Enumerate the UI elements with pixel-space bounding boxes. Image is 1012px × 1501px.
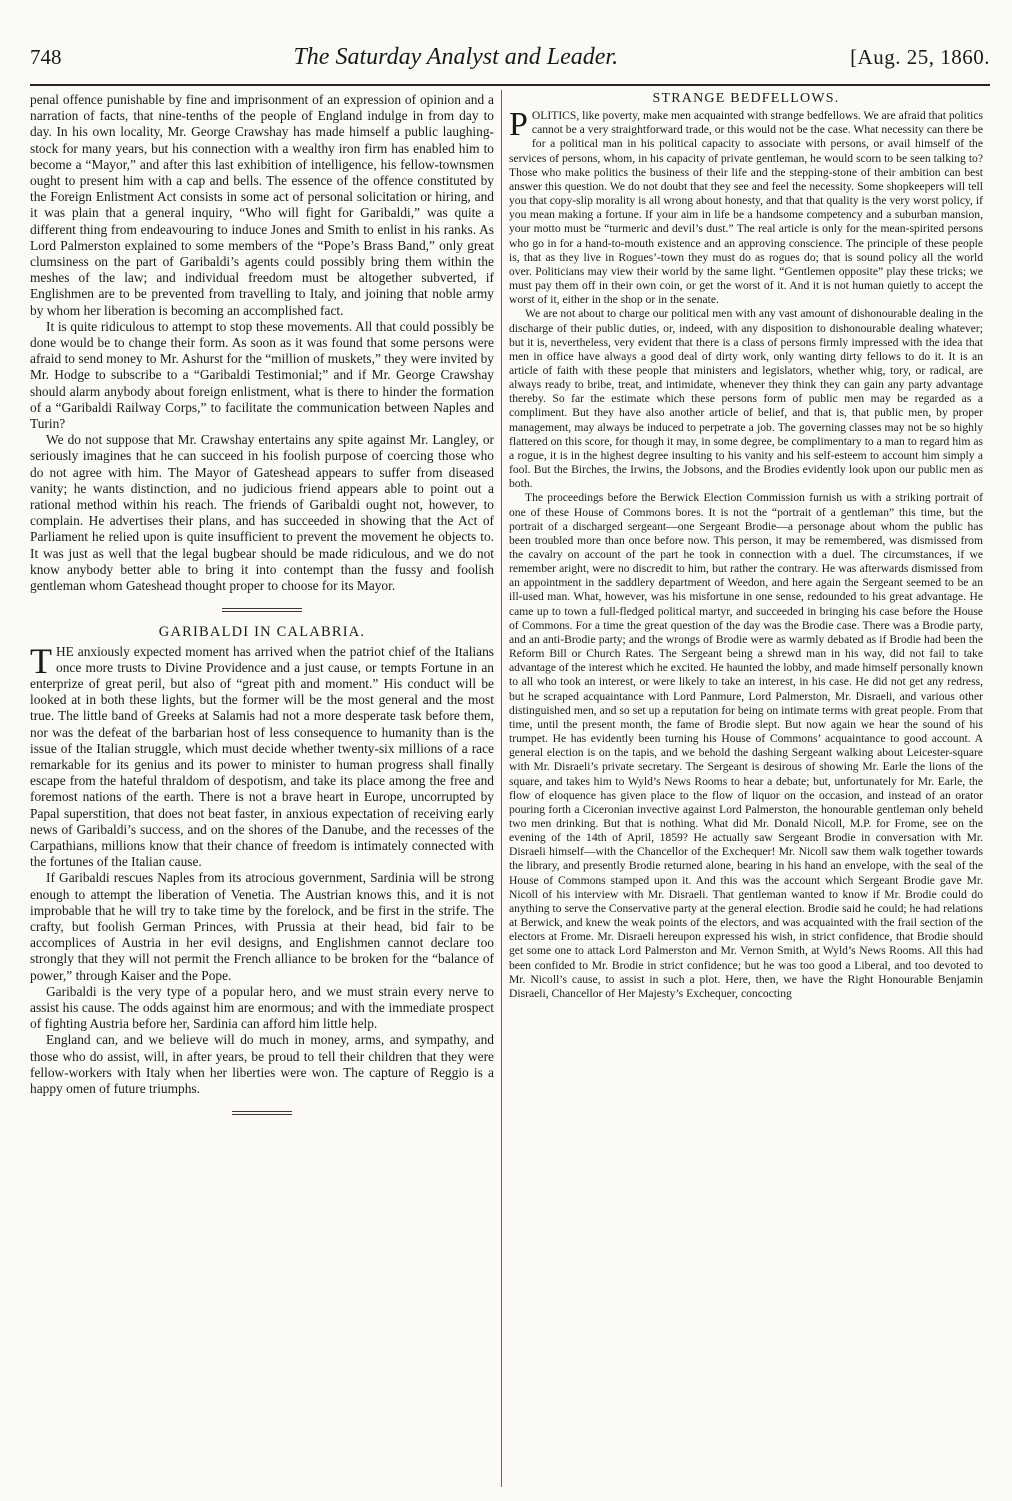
left-paragraph-6: Garibaldi is the very type of a popular hero, and we must strain every nerve to assist his cause. The odds against him are enormous; and with the immediate prospect of fighting Austria before her, Sardinia can afford him little help.	[30, 983, 494, 1032]
left-paragraph-5: If Garibaldi rescues Naples from its atrocious government, Sardinia will be strong enough to attempt the liberation of Venetia. The Austrian knows this, and it is not improbable that he will try to take time by the forelock, and be first in the strife. The crafty, but foolish German Princes, with Prussia at their head, bid fair to be accomplices of Austria in her evil designs, and Englishmen cannot declare too strongly that they will not permit the French alliance to be broken for the “balance of power,” through Kaiser and the Pope.	[30, 870, 494, 983]
publication-title: The Saturday Analyst and Leader.	[293, 44, 619, 70]
article-heading-bedfellows: STRANGE BEDFELLOWS.	[652, 92, 840, 106]
page-number: 748	[30, 45, 62, 69]
right-paragraph-3: The proceedings before the Berwick Election Commission furnish us with a striking portrait of one of these House of Commons bores. It is not the “portrait of a gentleman” this time, but the portrait of a discharged sergeant—one Sergeant Brodie—a personage about whom the public has been troubled more than once before now. This person, it may be remembered, was dismissed from the cavalry on account of the part he took in connection with a duel. The circumstances, if we remember aright, were no discredit to him, but rather the contrary. He was afterwards dismissed from an appointment in the saddlery department of Weedon, and here again the Sergeant seemed to be an ill-used man. What, however, was his misfortune in one sense, redounded to his great advantage. He came up to town a full-fledged political martyr, and succeeded in bringing his case before the House of Commons. For a time the great question of the day was the Brodie case. There was a Brodie party, and an anti-Brodie party; and the wrongs of Brodie were as warmly debated as if Brodie had been the Reform Bill or Church Rates. The Sergeant being a shrewd man in his way, did not fail to take advantage of the interest which he excited. He haunted the lobby, and made himself personally known to all who took an interest, or were likely to take an interest, in his case. He did not get any redress, but he scraped acquaintance with Lord Panmure, Lord Palmerston, Mr. Disraeli, and various other distinguished men, and so set up a reputation for being on intimate terms with great people. From that time, until the present month, the fame of Brodie slept. But now again we hear the sound of his trumpet. He has evidently been turning his House of Commons’ acquaintance to good account. A general election is on the tapis, and we behold the dashing Sergeant walking about Leicester-square with Mr. Disraeli’s private secretary. The Sergeant is desirous of showing Mr. Earle the lions of the square, and takes him to Wyld’s News Rooms to hear a debate; but, unfortunately for Mr. Earle, the flow of eloquence has given place to the flow of liquor on the occasion, and instead of an orator pouring forth a Ciceronian invective against Lord Palmerston, the honourable gentleman only beheld two men drinking. But that is nothing. What did Mr. Donald Nicoll, M.P. for Frome, see on the evening of the 14th of April, 1859? He actually saw Sergeant Brodie in conversation with Mr. Disraeli himself—with the Chancellor of the Exchequer! Mr. Nicoll saw them walk together towards the library, and presently Brodie returned alone, bearing in his hand an envelope, with the seal of the House of Commons stamped upon it. And this was the account which Sergeant Brodie gave Mr. Nicoll of his interview with Mr. Disraeli. That gentleman wanted to know if Mr. Brodie could do anything to serve the Conservative party at the general election. Brodie said he could; he had relations at Berwick, and knew the weak points of the electors, and was acquainted with the frail section of the electors at Frome. Mr. Disraeli hereupon expressed his wish, in strict confidence, that Brodie should get some one to attack Lord Palmerston and Mr. Vernon Smith, at Wyld’s News Rooms. All this had been confided to Mr. Brodie in strict confidence; but he was too good a Liberal, and too devoted to Mr. Nicoll’s cause, to assist in such a plot. Here, then, we have the Right Honourable Benjamin Disraeli, Chancellor of Her Majesty’s Exchequer, concocting	[509, 491, 983, 1000]
left-paragraph-2: It is quite ridiculous to attempt to stop these movements. All that could possibly be done would be to change their form. As soon as it was found that some persons were afraid to send money to Mr. Ashurst for the “million of muskets,” they were invited by Mr. Hodge to subscribe to a “Garibaldi Testimonial;” and if Mr. George Crawshay should alarm anybody about foreign enlistment, what is there to hinder the formation of a “Garibaldi Railway Corps,” to facilitate the communication between Naples and Turin?	[30, 318, 494, 432]
end-divider	[30, 1111, 494, 1115]
right-paragraph-1	[509, 106, 983, 307]
article-heading-garibaldi: GARIBALDI IN CALABRIA.	[158, 624, 366, 641]
left-paragraph-7: England can, and we believe will do much in money, arms, and sympathy, and those who do assist, will, in after years, be proud to tell their children that they were fellow-workers with Italy when her liberties were won. The capture of Reggio is a happy omen of future triumphs.	[30, 1032, 494, 1096]
left-paragraph-1: penal offence punishable by fine and imprisonment of an expression of opinion and a narration of facts, that nine-tenths of the people of England indulge in from day to day. In his own locality, Mr. George Crawshay has made himself a public laughing-stock for many years, but his connection with a wealthy iron firm has enabled him to become a “Mayor,” and after this last exhibition of intelligence, his fellow-townsmen ought to present him with a cap and bells. The essence of the offence constituted by the Foreign Enlistment Act consists in some act of personal solicitation or hiring, and it was plain that a general inquiry, “Who will fight for Garibaldi,” was quite a different thing from endeavouring to induce Jones and Smith to enlist in his ranks. As Lord Palmerston explained to some members of the “Pope’s Brass Band,” only great clumsiness on the part of Garibaldi’s agents could possibly bring them within the meshes of the law; and individual freedom must be altogether subverted, if Englishmen are to be prevented from travelling to Italy, and joining that noble army by whom her liberation is becoming an accomplished fact.	[30, 92, 494, 318]
column-divider	[501, 90, 502, 1487]
right-paragraph-1-text: OLITICS, like poverty, make men acquainted with strange bedfellows. We are afraid that politics cannot be a very straightforward trade, or this would not be the case. What necessity can there be for a political man in his political capacity to associate with persons, or avail himself of the services of persons, whom, in his capacity of private gentleman, he would scorn to be seen talking to? Those who make politics the business of their life and the stepping-stone of their ambition can best answer this question. We do not doubt that they see and feel the necessity. Some shopkeepers will tell you that copy-slip morality is all wrong about honesty, and that that quality is the very worst policy, if you mean making a fortune. If your aim in life be a handsome competency and a suburban mansion, your motto must be “turmeric and devil’s dust.” The real article is only for the mean-spirited persons who go in for a hand-to-mouth existence and an approving conscience. The principle of these people is, that as they live in Rogues’-town they must do as rogues do; that is sound policy all the world over. Politicians may view their world by the same light. “Gentlemen opposite” play these tricks; we must pay them off in their own coin, or get the worst of it. And it is not human quietly to accept the worst of it, either in the shop or in the senate.	[509, 109, 983, 307]
header-rule	[30, 84, 990, 86]
drop-cap: P	[509, 106, 528, 144]
issue-date: [Aug. 25, 1860.	[850, 45, 990, 69]
right-column	[509, 92, 983, 1487]
right-paragraph-2: We are not about to charge our political men with any vast amount of dishonourable dealing in the discharge of their public duties, or, indeed, with any disposition to dishonourable dealing whatever; but it is, nevertheless, very evident that there is a class of persons firmly impressed with the idea that men in office have always a good deal of dirty work, only wanting dirty fellows to do it. It is an article of faith with these people that ministers and legislators, whether whig, tory, or radical, are always ready to bribe, treat, and intimidate, whenever they think they can gain any party advantage thereby. So far the estimate which these persons form of public men may be regarded as a compliment. But they have also another article of belief, and that is, that public men, by proper management, may always be induced to perpetrate a job. The governing classes may not be so highly flattered on this score, for though it may, in some degree, be complimentary to a man to regard him as a rogue, it is in the highest degree insulting to his vanity and his self-esteem to account him simply a fool. But the Birches, the Irwins, the Jobsons, and the Brodies evidently look upon our public men as both.	[509, 307, 983, 491]
left-column	[30, 92, 494, 1487]
page-header	[30, 44, 990, 78]
left-paragraph-4-text: HE anxiously expected moment has arrived when the patriot chief of the Italians once more trusts to Divine Providence and a just cause, or tempts Fortune in an enterprize of great peril, but also of “great pith and moment.” His conduct will be looked at in both these lights, but the former will be the most general and the most true. The little band of Greeks at Salamis had not a more desperate task before them, nor was the defeat of the barbarian host of less consequence to humanity than is the issue of the Italian struggle, which must decide whether twenty-six millions of a race remarkable for its genius and its power to minister to human progress shall finally escape from the hateful thraldom of despotism, and take its place among the free and foremost nations of the earth. There is not a brave heart in Europe, uncorrupted by Papal superstition, that does not beat faster, in anxious expectation of receiving early news of Garibaldi’s success, and on the shores of the Danube, and the recesses of the Carpathians, millions know that their chance of freedom is intimately connected with the fortunes of the Italian cause.	[30, 643, 494, 870]
drop-cap: T	[30, 640, 52, 681]
section-divider	[30, 608, 494, 612]
left-paragraph-3: We do not suppose that Mr. Crawshay entertains any spite against Mr. Langley, or seriously imagines that he can succeed in his foolish purpose of coercing those who do not agree with him. The Mayor of Gateshead appears to suffer from diseased vanity; he wants distinction, and no judicious friend appears able to point out a rational method within his reach. The friends of Garibaldi ought not, however, to complain. He advertises their plans, and has succeeded in showing that the Act of Parliament he relied upon is quite insufficient to prevent the movement he objects to. It was just as well that the legal bugbear should be made ridiculous, and we do not know anybody better able to bring it into contempt than the fussy and foolish gentleman whom Gateshead thought proper to choose for its Mayor.	[30, 432, 494, 594]
left-paragraph-4	[30, 640, 494, 871]
